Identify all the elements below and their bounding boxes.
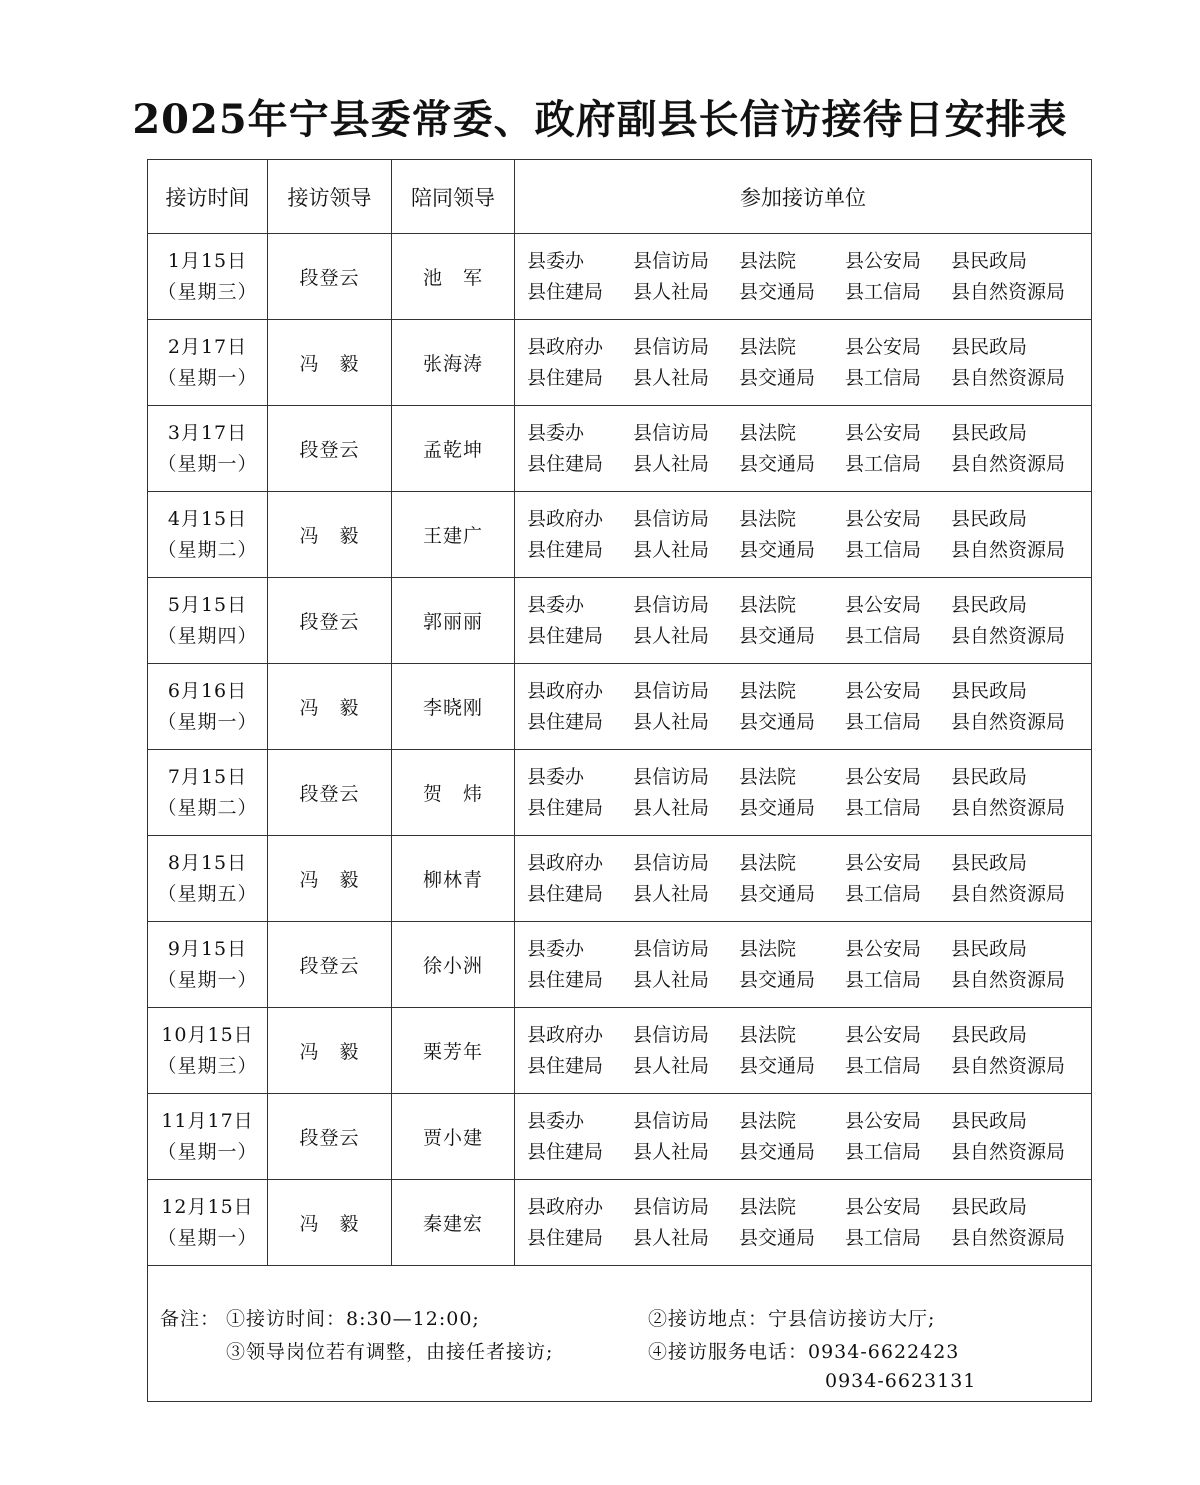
unit-name: 县信访局 [633, 335, 710, 358]
unit-name: 县民政局 [951, 335, 1028, 358]
unit-name: 县公安局 [845, 249, 922, 272]
unit-name: 县信访局 [633, 1023, 710, 1046]
units-list [515, 1109, 1091, 1165]
unit-name: 县法院 [739, 507, 797, 530]
unit-name: 县工信局 [845, 366, 922, 389]
leader-name: 冯 毅 [268, 836, 392, 922]
note-location: ②接访地点：宁县信访接访大厅; [648, 1308, 936, 1330]
unit-name: 县公安局 [845, 1023, 922, 1046]
units-cell [515, 578, 1092, 664]
leader-name: 冯 毅 [268, 1008, 392, 1094]
visit-weekday: （星期一） [157, 452, 258, 475]
unit-name: 县公安局 [845, 937, 922, 960]
accompany-name: 栗芳年 [392, 1008, 515, 1094]
visit-weekday: （星期一） [157, 968, 258, 991]
accompany-name: 孟乾坤 [392, 406, 515, 492]
unit-name: 县民政局 [951, 1195, 1028, 1218]
unit-name: 县委办 [527, 1109, 585, 1132]
units-cell [515, 750, 1092, 836]
unit-name: 县自然资源局 [951, 1054, 1066, 1077]
visit-date: 3月17日 [167, 421, 248, 444]
note-phone: ④接访服务电话：0934-6622423 [648, 1341, 960, 1363]
leader-name: 段登云 [268, 922, 392, 1008]
unit-name: 县人社局 [633, 882, 710, 905]
unit-name: 县自然资源局 [951, 624, 1066, 647]
unit-name: 县自然资源局 [951, 280, 1066, 303]
unit-name: 县公安局 [845, 1109, 922, 1132]
units-cell [515, 234, 1092, 320]
unit-name: 县法院 [739, 249, 797, 272]
units-cell [515, 492, 1092, 578]
unit-name: 县法院 [739, 1109, 797, 1132]
unit-name: 县委办 [527, 249, 585, 272]
unit-name: 县人社局 [633, 280, 710, 303]
visit-weekday: （星期三） [157, 280, 258, 303]
unit-name: 县交通局 [739, 538, 816, 561]
unit-name: 县民政局 [951, 765, 1028, 788]
visit-weekday: （星期二） [157, 538, 258, 561]
visit-date: 11月17日 [161, 1109, 254, 1132]
header-row [148, 160, 1092, 234]
schedule-row [148, 1008, 1092, 1094]
schedule-row [148, 1094, 1092, 1180]
unit-name: 县自然资源局 [951, 452, 1066, 475]
schedule-row [148, 1180, 1092, 1266]
unit-name: 县政府办 [527, 1023, 604, 1046]
schedule-row [148, 922, 1092, 1008]
unit-name: 县信访局 [633, 851, 710, 874]
note-phone-2: 0934-6623131 [825, 1370, 977, 1392]
unit-name: 县人社局 [633, 1140, 710, 1163]
unit-name: 县自然资源局 [951, 968, 1066, 991]
units-list [515, 335, 1091, 391]
unit-name: 县委办 [527, 937, 585, 960]
unit-name: 县信访局 [633, 249, 710, 272]
date-cell [148, 234, 268, 320]
unit-name: 县人社局 [633, 796, 710, 819]
visit-weekday: （星期二） [157, 796, 258, 819]
unit-name: 县公安局 [845, 679, 922, 702]
unit-name: 县住建局 [527, 710, 604, 733]
unit-name: 县公安局 [845, 1195, 922, 1218]
note-time: ①接访时间：8:30—12:00; [226, 1308, 480, 1330]
units-list [515, 249, 1091, 305]
visit-date: 9月15日 [167, 937, 248, 960]
unit-name: 县交通局 [739, 1226, 816, 1249]
unit-name: 县人社局 [633, 538, 710, 561]
unit-name: 县民政局 [951, 593, 1028, 616]
unit-name: 县住建局 [527, 280, 604, 303]
unit-name: 县交通局 [739, 710, 816, 733]
schedule-row [148, 492, 1092, 578]
date-cell [148, 750, 268, 836]
unit-name: 县工信局 [845, 624, 922, 647]
unit-name: 县信访局 [633, 765, 710, 788]
accompany-name: 柳林青 [392, 836, 515, 922]
leader-name: 冯 毅 [268, 1180, 392, 1266]
page-title: 2025年宁县委常委、政府副县长信访接待日安排表 [132, 96, 1068, 143]
unit-name: 县信访局 [633, 507, 710, 530]
visit-weekday: （星期一） [157, 710, 258, 733]
unit-name: 县自然资源局 [951, 710, 1066, 733]
leader-name: 段登云 [268, 1094, 392, 1180]
accompany-name: 郭丽丽 [392, 578, 515, 664]
units-cell [515, 1094, 1092, 1180]
unit-name: 县民政局 [951, 507, 1028, 530]
unit-name: 县公安局 [845, 593, 922, 616]
units-list [515, 765, 1091, 821]
unit-name: 县住建局 [527, 1054, 604, 1077]
units-list [515, 593, 1091, 649]
units-list [515, 851, 1091, 907]
unit-name: 县自然资源局 [951, 1140, 1066, 1163]
unit-name: 县民政局 [951, 851, 1028, 874]
visit-weekday: （星期一） [157, 366, 258, 389]
unit-name: 县公安局 [845, 335, 922, 358]
accompany-name: 贺 炜 [392, 750, 515, 836]
unit-name: 县工信局 [845, 710, 922, 733]
date-cell [148, 578, 268, 664]
notes-row [148, 1266, 1092, 1402]
unit-name: 县工信局 [845, 1140, 922, 1163]
date-cell [148, 1094, 268, 1180]
visit-weekday: （星期一） [157, 1226, 258, 1249]
unit-name: 县自然资源局 [951, 366, 1066, 389]
note-adjustment: ③领导岗位若有调整，由接任者接访; [226, 1341, 554, 1363]
schedule-row [148, 836, 1092, 922]
accompany-name: 池 军 [392, 234, 515, 320]
units-cell [515, 922, 1092, 1008]
accompany-name: 张海涛 [392, 320, 515, 406]
visit-date: 6月16日 [167, 679, 248, 702]
unit-name: 县法院 [739, 593, 797, 616]
unit-name: 县工信局 [845, 280, 922, 303]
unit-name: 县人社局 [633, 366, 710, 389]
date-cell [148, 922, 268, 1008]
unit-name: 县人社局 [633, 710, 710, 733]
unit-name: 县住建局 [527, 968, 604, 991]
unit-name: 县政府办 [527, 507, 604, 530]
visit-weekday: （星期五） [157, 882, 258, 905]
unit-name: 县民政局 [951, 937, 1028, 960]
unit-name: 县交通局 [739, 366, 816, 389]
accompany-name: 徐小洲 [392, 922, 515, 1008]
unit-name: 县交通局 [739, 1054, 816, 1077]
date-cell [148, 836, 268, 922]
units-list [515, 507, 1091, 563]
unit-name: 县民政局 [951, 1023, 1028, 1046]
unit-name: 县信访局 [633, 937, 710, 960]
unit-name: 县法院 [739, 335, 797, 358]
unit-name: 县交通局 [739, 796, 816, 819]
unit-name: 县交通局 [739, 1140, 816, 1163]
unit-name: 县政府办 [527, 851, 604, 874]
date-cell [148, 492, 268, 578]
unit-name: 县自然资源局 [951, 796, 1066, 819]
unit-name: 县政府办 [527, 335, 604, 358]
unit-name: 县信访局 [633, 593, 710, 616]
unit-name: 县交通局 [739, 280, 816, 303]
leader-name: 冯 毅 [268, 320, 392, 406]
schedule-row [148, 750, 1092, 836]
visit-date: 1月15日 [167, 249, 248, 272]
date-cell [148, 406, 268, 492]
visit-weekday: （星期一） [157, 1140, 258, 1163]
visit-date: 12月15日 [161, 1195, 254, 1218]
unit-name: 县委办 [527, 593, 585, 616]
unit-name: 县信访局 [633, 679, 710, 702]
schedule-row [148, 320, 1092, 406]
unit-name: 县工信局 [845, 452, 922, 475]
accompany-name: 李晓刚 [392, 664, 515, 750]
unit-name: 县工信局 [845, 796, 922, 819]
unit-name: 县公安局 [845, 765, 922, 788]
leader-name: 段登云 [268, 234, 392, 320]
schedule-row [148, 406, 1092, 492]
unit-name: 县人社局 [633, 1226, 710, 1249]
visit-date: 5月15日 [167, 593, 248, 616]
units-list [515, 1023, 1091, 1079]
unit-name: 县委办 [527, 421, 585, 444]
leader-name: 冯 毅 [268, 492, 392, 578]
header-units: 参加接访单位 [515, 160, 1092, 234]
units-list [515, 937, 1091, 993]
unit-name: 县住建局 [527, 538, 604, 561]
leader-name: 段登云 [268, 578, 392, 664]
schedule-table [147, 159, 1092, 1402]
visit-date: 2月17日 [167, 335, 248, 358]
unit-name: 县自然资源局 [951, 538, 1066, 561]
visit-date: 7月15日 [167, 765, 248, 788]
schedule-row [148, 234, 1092, 320]
accompany-name: 秦建宏 [392, 1180, 515, 1266]
unit-name: 县工信局 [845, 538, 922, 561]
unit-name: 县民政局 [951, 421, 1028, 444]
unit-name: 县工信局 [845, 1054, 922, 1077]
units-cell [515, 836, 1092, 922]
unit-name: 县法院 [739, 421, 797, 444]
visit-date: 8月15日 [167, 851, 248, 874]
header-time: 接访时间 [148, 160, 268, 234]
unit-name: 县工信局 [845, 968, 922, 991]
units-cell [515, 1180, 1092, 1266]
unit-name: 县人社局 [633, 452, 710, 475]
unit-name: 县住建局 [527, 1140, 604, 1163]
leader-name: 段登云 [268, 406, 392, 492]
unit-name: 县工信局 [845, 1226, 922, 1249]
accompany-name: 王建广 [392, 492, 515, 578]
unit-name: 县政府办 [527, 1195, 604, 1218]
header-accompany: 陪同领导 [392, 160, 515, 234]
notes [148, 1266, 1091, 1401]
unit-name: 县交通局 [739, 882, 816, 905]
schedule-row [148, 578, 1092, 664]
unit-name: 县人社局 [633, 1054, 710, 1077]
visit-weekday: （星期四） [157, 624, 258, 647]
unit-name: 县信访局 [633, 1109, 710, 1132]
unit-name: 县人社局 [633, 624, 710, 647]
unit-name: 县住建局 [527, 366, 604, 389]
units-cell [515, 320, 1092, 406]
units-list [515, 1195, 1091, 1251]
unit-name: 县信访局 [633, 421, 710, 444]
units-cell [515, 1008, 1092, 1094]
unit-name: 县交通局 [739, 452, 816, 475]
unit-name: 县法院 [739, 765, 797, 788]
schedule-row [148, 664, 1092, 750]
unit-name: 县住建局 [527, 796, 604, 819]
unit-name: 县法院 [739, 937, 797, 960]
unit-name: 县工信局 [845, 882, 922, 905]
units-list [515, 421, 1091, 477]
accompany-name: 贾小建 [392, 1094, 515, 1180]
header-leader: 接访领导 [268, 160, 392, 234]
date-cell [148, 320, 268, 406]
unit-name: 县交通局 [739, 624, 816, 647]
units-list [515, 679, 1091, 735]
unit-name: 县委办 [527, 765, 585, 788]
unit-name: 县法院 [739, 679, 797, 702]
notes-label: 备注： [160, 1308, 221, 1330]
visit-date: 10月15日 [161, 1023, 254, 1046]
date-cell [148, 1008, 268, 1094]
unit-name: 县政府办 [527, 679, 604, 702]
unit-name: 县法院 [739, 1195, 797, 1218]
units-cell [515, 406, 1092, 492]
date-cell [148, 664, 268, 750]
notes-cell [148, 1266, 1092, 1402]
unit-name: 县公安局 [845, 507, 922, 530]
unit-name: 县法院 [739, 1023, 797, 1046]
units-cell [515, 664, 1092, 750]
unit-name: 县住建局 [527, 1226, 604, 1249]
visit-date: 4月15日 [167, 507, 248, 530]
visit-weekday: （星期三） [157, 1054, 258, 1077]
unit-name: 县民政局 [951, 1109, 1028, 1132]
unit-name: 县人社局 [633, 968, 710, 991]
unit-name: 县住建局 [527, 882, 604, 905]
unit-name: 县公安局 [845, 421, 922, 444]
unit-name: 县自然资源局 [951, 1226, 1066, 1249]
unit-name: 县自然资源局 [951, 882, 1066, 905]
unit-name: 县住建局 [527, 452, 604, 475]
unit-name: 县交通局 [739, 968, 816, 991]
unit-name: 县住建局 [527, 624, 604, 647]
unit-name: 县民政局 [951, 249, 1028, 272]
date-cell [148, 1180, 268, 1266]
unit-name: 县法院 [739, 851, 797, 874]
unit-name: 县公安局 [845, 851, 922, 874]
leader-name: 段登云 [268, 750, 392, 836]
unit-name: 县民政局 [951, 679, 1028, 702]
unit-name: 县信访局 [633, 1195, 710, 1218]
leader-name: 冯 毅 [268, 664, 392, 750]
